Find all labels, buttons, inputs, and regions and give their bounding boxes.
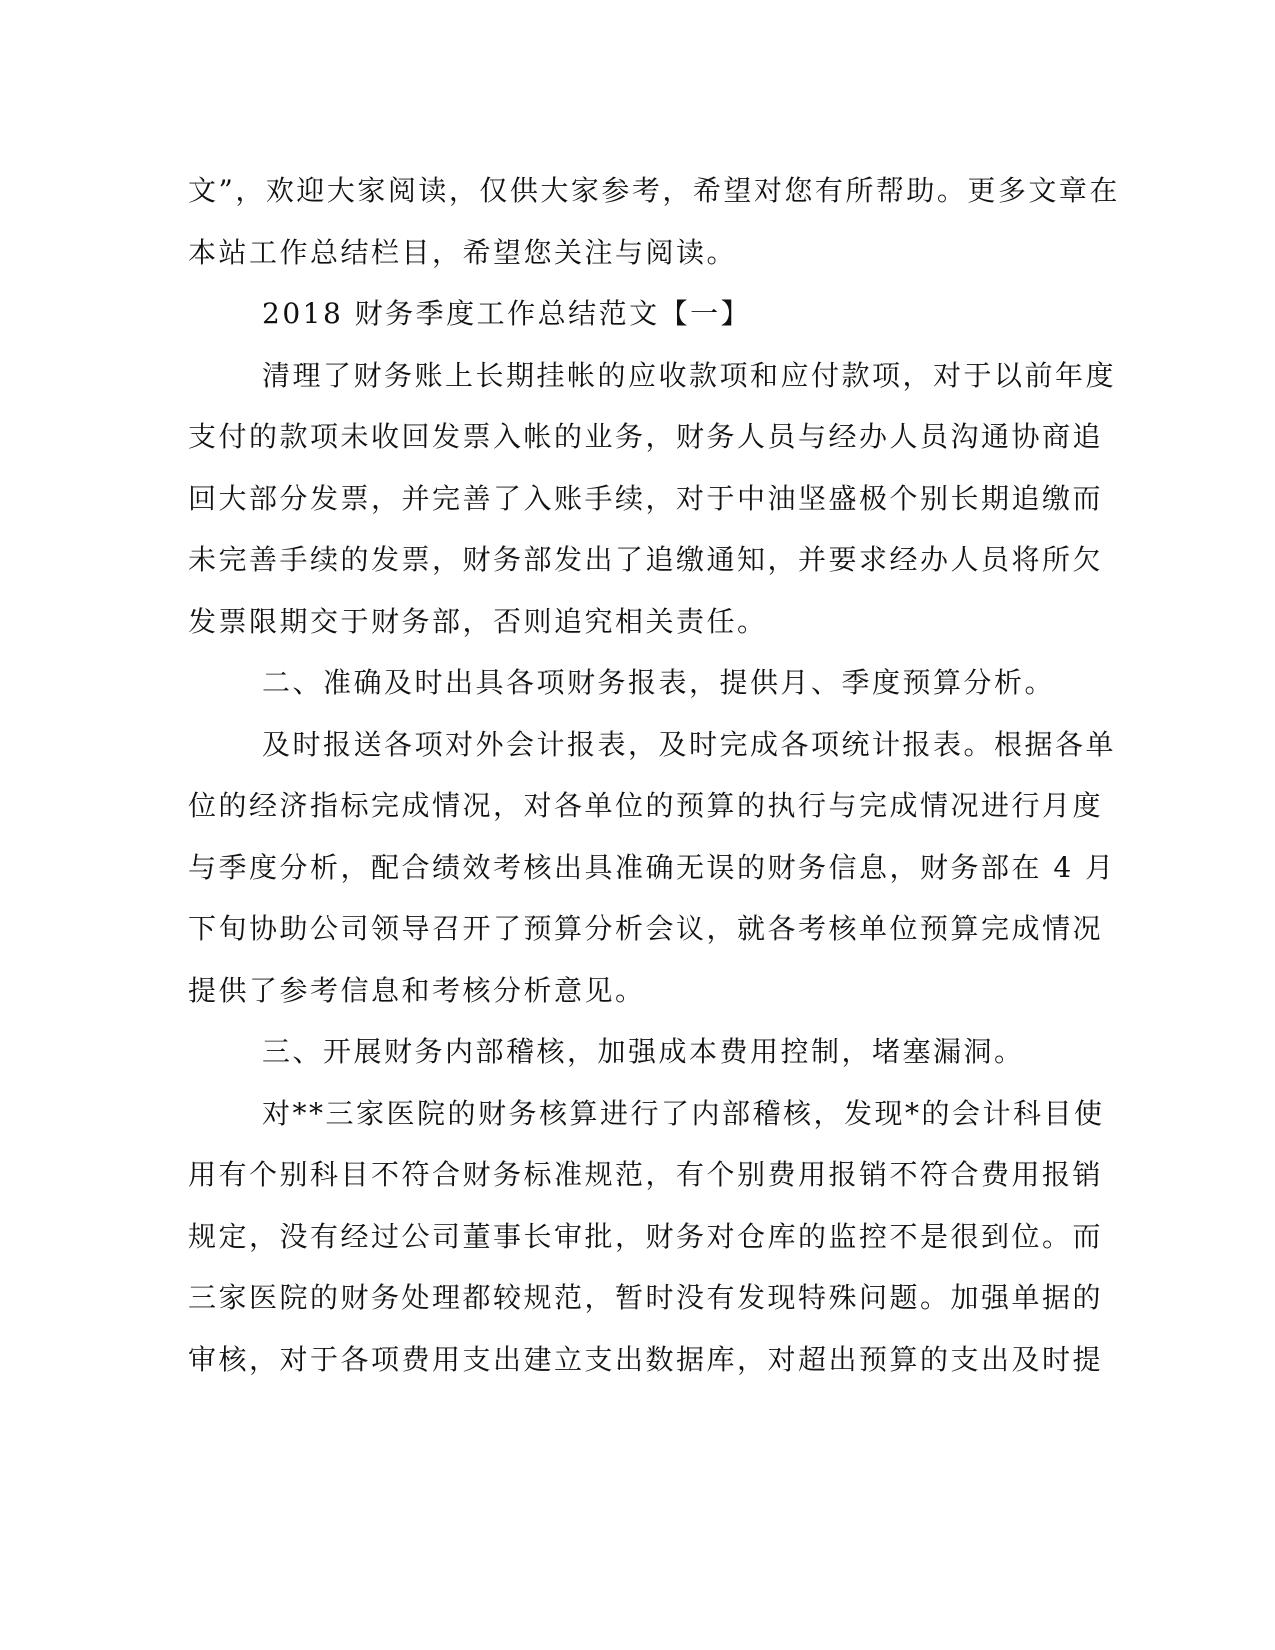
text-line: 下旬协助公司领导召开了预算分析会议，就各考核单位预算完成情况: [188, 912, 1104, 945]
text-line: 三、开展财务内部稽核，加强成本费用控制，堵塞漏洞。: [262, 1035, 1025, 1068]
text-line: 与季度分析，配合绩效考核出具准确无误的财务信息，财务部在 4 月: [188, 850, 1116, 884]
text-line: 三家医院的财务处理都较规范，暂时没有发现特殊问题。加强单据的: [188, 1281, 1104, 1314]
paragraph-cleanup: [188, 345, 1117, 653]
text-line: 审核，对于各项费用支出建立支出数据库，对超出预算的支出及时提: [188, 1342, 1104, 1376]
text-line: 二、准确及时出具各项财务报表，提供月、季度预算分析。: [262, 666, 1056, 699]
text-line: 回大部分发票，并完善了入账手续，对于中油坚盛极个别长期追缴而: [188, 481, 1104, 515]
text-line: 2018 财务季度工作总结范文【一】: [262, 297, 752, 330]
section-heading-two: [188, 652, 1074, 714]
text-line: 及时报送各项对外会计报表，及时完成各项统计报表。根据各单: [262, 727, 1117, 761]
text-line: 文”，欢迎大家阅读，仅供大家参考，希望对您有所帮助。更多文章在: [188, 174, 1120, 207]
text-line: 清理了财务账上长期挂帐的应收款项和应付款项，对于以前年度: [262, 358, 1117, 392]
text-line: 位的经济指标完成情况，对各单位的预算的执行与完成情况进行月度: [188, 789, 1104, 822]
text-line: 提供了参考信息和考核分析意见。: [188, 973, 646, 1007]
text-line: 规定，没有经过公司董事长审批，财务对仓库的监控不是很到位。而: [188, 1219, 1104, 1253]
text-line: 对**三家医院的财务核算进行了内部稽核，发现*的会计科目使: [262, 1096, 1105, 1130]
text-line: 支付的款项未收回发票入帐的业务，财务人员与经办人员沟通协商追: [188, 420, 1104, 453]
paragraph-reports: [188, 714, 1117, 1022]
document-body: [188, 160, 1120, 1390]
text-line: 用有个别科目不符合财务标准规范，有个别费用报销不符合费用报销: [188, 1158, 1104, 1191]
section-heading-three: [188, 1021, 1074, 1083]
paragraph-intro: [188, 160, 1120, 283]
section-heading-title: [188, 283, 1074, 345]
text-line: 本站工作总结栏目，希望您关注与阅读。: [188, 235, 738, 269]
paragraph-audit: [188, 1083, 1105, 1391]
text-line: 发票限期交于财务部，否则追究相关责任。: [188, 604, 768, 638]
text-line: 未完善手续的发票，财务部发出了追缴通知，并要求经办人员将所欠: [188, 543, 1104, 576]
